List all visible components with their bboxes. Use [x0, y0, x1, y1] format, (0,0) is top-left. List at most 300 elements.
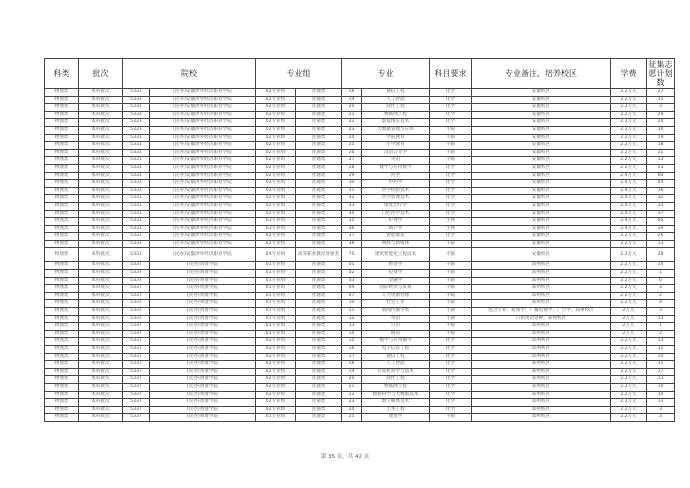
cell-batch: 本科批次: [79, 399, 123, 407]
cell-major-code: 24: [342, 134, 362, 142]
cell-category: 物理类: [45, 323, 79, 331]
cell-group-type: 普通类: [296, 300, 342, 308]
cell-subject-requirement: 不限: [430, 414, 472, 422]
table-row: [45, 383, 675, 391]
cell-notes-campus: 郑州校区: [472, 323, 611, 331]
cell-major-code: 10: [342, 300, 362, 308]
cell-major-code: 32: [342, 195, 362, 203]
cell-notes-campus: 安徽校区: [472, 142, 611, 150]
cell-batch: 本科批次: [79, 195, 123, 203]
cell-major-group: 02专业组: [256, 368, 296, 376]
cell-category: 物理类: [45, 330, 79, 338]
table-row: [45, 172, 675, 180]
cell-tuition: 2.4万元: [611, 210, 647, 218]
cell-category: 物理类: [45, 149, 79, 157]
cell-major-name: 软件工程: [362, 376, 430, 384]
cell-major-name: 计算机科学与技术: [362, 368, 430, 376]
cell-subject-requirement: 不限: [430, 330, 472, 338]
cell-plan-count: 3: [647, 104, 675, 112]
table-row: [45, 104, 675, 112]
cell-major-name: 国际经济与贸易: [362, 285, 430, 293]
cell-batch: 本科批次: [79, 248, 123, 262]
cell-institution-name: (民办)安徽涉外经济职业学院: [150, 172, 256, 180]
cell-tuition: 2.4万元: [611, 180, 647, 188]
cell-category: 物理类: [45, 406, 79, 414]
cell-institution-name: (民办)安徽涉外经济职业学院: [150, 180, 256, 188]
cell-major-group: 03专业组: [256, 218, 296, 226]
cell-notes-campus: 安徽校区: [472, 180, 611, 188]
cell-notes-campus: 包含专业：新闻学、广播电视学、广告学，郑州校区: [472, 308, 611, 316]
cell-major-name: 口腔医学技术: [362, 210, 430, 218]
cell-group-type: 普通类: [296, 292, 342, 300]
cell-institution-name: (民办)黄淮学院: [150, 262, 256, 270]
cell-tuition: 2.2万元: [611, 338, 647, 346]
cell-plan-count: 10: [647, 391, 675, 399]
cell-major-code: 26: [342, 149, 362, 157]
cell-category: 物理类: [45, 111, 79, 119]
cell-major-code: 20: [342, 104, 362, 112]
cell-tuition: 2.4万元: [611, 187, 647, 195]
cell-institution-code: 5337: [123, 406, 150, 414]
cell-major-code: 33: [342, 202, 362, 210]
header-tuition: 学费: [611, 59, 647, 89]
cell-institution-name: (民办)安徽涉外经济职业学院: [150, 119, 256, 127]
cell-institution-code: 5337: [123, 346, 150, 354]
cell-group-type: 普通类: [296, 353, 342, 361]
cell-group-type: 普通类: [296, 187, 342, 195]
cell-group-type: 普通类: [296, 346, 342, 354]
cell-subject-requirement: 化学: [430, 195, 472, 203]
cell-institution-name: (民办)安徽涉外经济职业学院: [150, 157, 256, 165]
cell-institution-code: 5337: [123, 391, 150, 399]
cell-major-group: 02专业组: [256, 383, 296, 391]
cell-institution-name: (民办)黄淮学院: [150, 308, 256, 316]
cell-group-type: 普通类: [296, 368, 342, 376]
cell-institution-code: 5337: [123, 277, 150, 285]
cell-group-type: 普通类: [296, 195, 342, 203]
cell-tuition: 2.2万元: [611, 292, 647, 300]
cell-category: 物理类: [45, 346, 79, 354]
cell-major-code: 23: [342, 399, 362, 407]
cell-batch: 本科批次: [79, 240, 123, 248]
cell-group-type: 普通类: [296, 414, 342, 422]
cell-batch: 本科批次: [79, 104, 123, 112]
cell-group-type: 普通类: [296, 180, 342, 188]
cell-plan-count: 15: [647, 346, 675, 354]
cell-batch: 本科批次: [79, 126, 123, 134]
table-header-row: [45, 59, 675, 89]
cell-batch: 本科批次: [79, 361, 123, 369]
header-batch: 批次: [79, 59, 123, 89]
cell-major-group: 01专业组: [256, 300, 296, 308]
cell-institution-name: (民办)安徽涉外经济职业学院: [150, 134, 256, 142]
cell-major-group: 02专业组: [256, 338, 296, 346]
cell-institution-name: (民办)安徽涉外经济职业学院: [150, 111, 256, 119]
cell-group-type: 普通类: [296, 383, 342, 391]
cell-major-group: 02专业组: [256, 391, 296, 399]
cell-plan-count: 3: [647, 406, 675, 414]
cell-tuition: 2.2万元: [611, 126, 647, 134]
cell-subject-requirement: 不限: [430, 300, 472, 308]
cell-category: 物理类: [45, 308, 79, 316]
cell-category: 物理类: [45, 126, 79, 134]
cell-subject-requirement: 化学: [430, 202, 472, 210]
cell-institution-code: 5337: [123, 323, 150, 331]
cell-tuition: 2.4万元: [611, 225, 647, 233]
cell-tuition: 2.2万元: [611, 240, 647, 248]
cell-institution-name: (民办)安徽涉外经济职业学院: [150, 89, 256, 97]
cell-major-name: 物联网工程: [362, 383, 430, 391]
cell-group-type: 普通类: [296, 391, 342, 399]
cell-plan-count: 26: [647, 233, 675, 241]
table-row: [45, 330, 675, 338]
cell-institution-code: 5337: [123, 399, 150, 407]
cell-tuition: 2.2万元: [611, 262, 647, 270]
cell-institution-name: (民办)安徽涉外经济职业学院: [150, 225, 256, 233]
cell-plan-count: 3: [647, 308, 675, 316]
cell-category: 物理类: [45, 292, 79, 300]
cell-institution-code: 5337: [123, 315, 150, 323]
cell-major-name: 药学: [362, 172, 430, 180]
cell-subject-requirement: 化学: [430, 406, 472, 414]
cell-batch: 本科批次: [79, 277, 123, 285]
table-row: [45, 111, 675, 119]
cell-tuition: 2.2万元: [611, 391, 647, 399]
cell-group-type: 普通类: [296, 308, 342, 316]
cell-plan-count: 44: [647, 180, 675, 188]
table-row: [45, 391, 675, 399]
cell-tuition: 2.2万元: [611, 149, 647, 157]
header-category: 科类: [45, 59, 79, 89]
cell-major-name: 护理学: [362, 218, 430, 226]
table-row: [45, 126, 675, 134]
cell-major-code: 23: [342, 126, 362, 134]
cell-major-code: 70: [342, 248, 362, 262]
cell-tuition: 2.2万元: [611, 376, 647, 384]
table-row: [45, 315, 675, 323]
cell-institution-code: 5337: [123, 308, 150, 316]
cell-institution-code: 5331: [123, 111, 150, 119]
cell-major-code: 18: [342, 89, 362, 97]
cell-institution-code: 5337: [123, 376, 150, 384]
table-row: [45, 240, 675, 248]
cell-tuition: 2.2万元: [611, 104, 647, 112]
cell-tuition: 2.2万元: [611, 248, 647, 262]
cell-notes-campus: 郑州校区: [472, 346, 611, 354]
cell-subject-requirement: 化学: [430, 164, 472, 172]
cell-institution-code: 5331: [123, 202, 150, 210]
cell-major-code: 25: [342, 142, 362, 150]
cell-institution-code: 5331: [123, 172, 150, 180]
cell-batch: 本科批次: [79, 391, 123, 399]
cell-batch: 本科批次: [79, 210, 123, 218]
cell-institution-name: (民办)黄淮学院: [150, 368, 256, 376]
cell-institution-code: 5331: [123, 104, 150, 112]
cell-subject-requirement: 不限: [430, 126, 472, 134]
cell-category: 物理类: [45, 210, 79, 218]
cell-group-type: 普通类: [296, 164, 342, 172]
cell-major-group: 02专业组: [256, 111, 296, 119]
cell-batch: 本科批次: [79, 111, 123, 119]
cell-major-name: 投资学: [362, 270, 430, 278]
cell-major-group: 01专业组: [256, 285, 296, 293]
cell-group-type: 普通类: [296, 376, 342, 384]
cell-major-code: 12: [342, 315, 362, 323]
cell-category: 物理类: [45, 233, 79, 241]
cell-category: 物理类: [45, 262, 79, 270]
cell-batch: 本科批次: [79, 202, 123, 210]
cell-major-group: 02专业组: [256, 346, 296, 354]
header-institution: 院校: [123, 59, 256, 89]
cell-notes-campus: 安徽校区: [472, 172, 611, 180]
cell-major-group: 01专业组: [256, 292, 296, 300]
cell-major-name: 汉语言文学: [362, 149, 430, 157]
cell-category: 物理类: [45, 240, 79, 248]
cell-major-code: 07: [342, 292, 362, 300]
cell-institution-code: 5331: [123, 240, 150, 248]
cell-group-type: 普通类: [296, 330, 342, 338]
cell-major-group: 02专业组: [256, 89, 296, 97]
cell-category: 物理类: [45, 361, 79, 369]
cell-tuition: 2.2万元: [611, 277, 647, 285]
cell-group-type: 普通类: [296, 96, 342, 104]
cell-plan-count: 3: [647, 414, 675, 422]
cell-plan-count: 16: [647, 187, 675, 195]
cell-institution-code: 5337: [123, 300, 150, 308]
table-row: [45, 285, 675, 293]
cell-group-type: 普通类: [296, 149, 342, 157]
cell-institution-name: (民办)黄淮学院: [150, 391, 256, 399]
cell-institution-name: (民办)安徽涉外经济职业学院: [150, 240, 256, 248]
cell-plan-count: 32: [647, 195, 675, 203]
cell-major-group: 02专业组: [256, 353, 296, 361]
cell-subject-requirement: 化学: [430, 96, 472, 104]
table-row: [45, 368, 675, 376]
cell-subject-requirement: 化学: [430, 172, 472, 180]
cell-batch: 本科批次: [79, 383, 123, 391]
cell-major-code: 19: [342, 368, 362, 376]
cell-notes-campus: 安徽校区: [472, 187, 611, 195]
cell-notes-campus: 郑州校区: [472, 383, 611, 391]
cell-institution-name: (民办)黄淮学院: [150, 414, 256, 422]
cell-tuition: 2.2万元: [611, 96, 647, 104]
cell-subject-requirement: 化学: [430, 119, 472, 127]
cell-tuition: 2.4万元: [611, 195, 647, 203]
cell-category: 物理类: [45, 218, 79, 226]
cell-category: 物理类: [45, 180, 79, 188]
cell-batch: 本科批次: [79, 270, 123, 278]
cell-group-type: 普通类: [296, 323, 342, 331]
cell-plan-count: 13: [647, 157, 675, 165]
cell-plan-count: 10: [647, 383, 675, 391]
cell-group-type: 普通类: [296, 157, 342, 165]
cell-category: 物理类: [45, 142, 79, 150]
cell-institution-name: (民办)安徽涉外经济职业学院: [150, 187, 256, 195]
header-subject-requirement: 科目要求: [430, 59, 472, 89]
cell-tuition: 2.2万元: [611, 353, 647, 361]
table-row: [45, 195, 675, 203]
cell-major-name: 通信工程: [362, 353, 430, 361]
cell-subject-requirement: 生物: [430, 225, 472, 233]
cell-subject-requirement: 化学: [430, 187, 472, 195]
cell-institution-name: (民办)黄淮学院: [150, 353, 256, 361]
cell-major-code: 36: [342, 225, 362, 233]
cell-plan-count: 21: [647, 149, 675, 157]
cell-notes-campus: 郑州校区: [472, 330, 611, 338]
cell-institution-name: (民办)安徽涉外经济职业学院: [150, 195, 256, 203]
cell-group-type: 普通类: [296, 119, 342, 127]
cell-major-code: 22: [342, 119, 362, 127]
cell-plan-count: 19: [647, 134, 675, 142]
cell-institution-name: (民办)安徽涉外经济职业学院: [150, 142, 256, 150]
cell-category: 物理类: [45, 338, 79, 346]
cell-plan-count: 23: [647, 164, 675, 172]
cell-plan-count: 13: [647, 338, 675, 346]
cell-category: 物理类: [45, 399, 79, 407]
cell-tuition: 2.2万元: [611, 383, 647, 391]
cell-tuition: 2.2万元: [611, 164, 647, 172]
cell-institution-name: (民办)黄淮学院: [150, 285, 256, 293]
cell-institution-name: (民办)黄淮学院: [150, 376, 256, 384]
cell-institution-name: (民办)安徽涉外经济职业学院: [150, 233, 256, 241]
cell-major-name: 智能制造: [362, 233, 430, 241]
cell-major-group: 01专业组: [256, 330, 296, 338]
cell-subject-requirement: 生物: [430, 218, 472, 226]
cell-subject-requirement: 化学: [430, 89, 472, 97]
cell-major-code: 11: [342, 308, 362, 316]
cell-plan-count: 11: [647, 96, 675, 104]
cell-subject-requirement: 化学: [430, 361, 472, 369]
cell-tuition: 2.2万元: [611, 157, 647, 165]
cell-batch: 本科批次: [79, 134, 123, 142]
cell-major-name: 人工智能: [362, 361, 430, 369]
cell-notes-campus: 安徽校区: [472, 164, 611, 172]
table-row: [45, 262, 675, 270]
cell-group-type: 普通类: [296, 218, 342, 226]
cell-notes-campus: 郑州校区: [472, 361, 611, 369]
cell-subject-requirement: 化学: [430, 111, 472, 119]
cell-notes-campus: 安徽校区: [472, 104, 611, 112]
cell-institution-code: 5331: [123, 218, 150, 226]
cell-major-name: 人工智能: [362, 96, 430, 104]
cell-major-group: 02专业组: [256, 240, 296, 248]
table-row: [45, 210, 675, 218]
cell-plan-count: 13: [647, 315, 675, 323]
cell-notes-campus: 郑州校区: [472, 262, 611, 270]
cell-notes-campus: 安徽校区: [472, 210, 611, 218]
cell-institution-code: 5337: [123, 414, 150, 422]
cell-category: 物理类: [45, 172, 79, 180]
cell-major-name: 医学影像技术: [362, 195, 430, 203]
cell-major-group: 01专业组: [256, 262, 296, 270]
cell-institution-code: 5337: [123, 338, 150, 346]
cell-batch: 本科批次: [79, 292, 123, 300]
cell-notes-campus: 安徽校区: [472, 248, 611, 262]
cell-notes-campus: 安徽校区: [472, 96, 611, 104]
cell-plan-count: 24: [647, 119, 675, 127]
cell-notes-campus: 安徽校区: [472, 218, 611, 226]
cell-notes-campus: 郑州校区: [472, 368, 611, 376]
table-row: [45, 399, 675, 407]
cell-batch: 本科批次: [79, 368, 123, 376]
cell-subject-requirement: 化学: [430, 233, 472, 241]
cell-batch: 本科批次: [79, 157, 123, 165]
cell-major-code: 30: [342, 180, 362, 188]
cell-major-group: 02专业组: [256, 96, 296, 104]
cell-institution-name: (民办)安徽涉外经济职业学院: [150, 210, 256, 218]
cell-tuition: 2万元: [611, 308, 647, 316]
cell-major-name: 大数据管理与应用: [362, 126, 430, 134]
cell-category: 物理类: [45, 119, 79, 127]
table-row: [45, 187, 675, 195]
cell-institution-code: 5331: [123, 187, 150, 195]
cell-batch: 本科批次: [79, 119, 123, 127]
cell-institution-code: 5331: [123, 248, 150, 262]
cell-batch: 本科批次: [79, 406, 123, 414]
cell-batch: 本科批次: [79, 323, 123, 331]
cell-major-group: 03专业组: [256, 225, 296, 233]
cell-tuition: 2.2万元: [611, 233, 647, 241]
cell-category: 物理类: [45, 187, 79, 195]
cell-institution-name: (民办)黄淮学院: [150, 292, 256, 300]
cell-institution-code: 5337: [123, 262, 150, 270]
cell-group-type: 普通类: [296, 270, 342, 278]
cell-major-code: 24: [342, 406, 362, 414]
table-row: [45, 142, 675, 150]
cell-institution-name: (民办)黄淮学院: [150, 315, 256, 323]
cell-category: 物理类: [45, 368, 79, 376]
cell-institution-name: (民办)黄淮学院: [150, 277, 256, 285]
cell-major-code: 03: [342, 277, 362, 285]
cell-institution-code: 5331: [123, 225, 150, 233]
cell-major-code: 21: [342, 111, 362, 119]
cell-category: 物理类: [45, 248, 79, 262]
cell-major-code: 04: [342, 285, 362, 293]
cell-tuition: 2.2万元: [611, 414, 647, 422]
cell-notes-campus: 郑州校区: [472, 270, 611, 278]
cell-plan-count: 2: [647, 330, 675, 338]
cell-batch: 本科批次: [79, 262, 123, 270]
cell-tuition: 2万元: [611, 315, 647, 323]
table-row: [45, 89, 675, 97]
cell-subject-requirement: 不限: [430, 323, 472, 331]
cell-subject-requirement: 化学: [430, 391, 472, 399]
cell-batch: 本科批次: [79, 414, 123, 422]
cell-institution-name: (民办)黄淮学院: [150, 346, 256, 354]
cell-group-type: 普通类: [296, 240, 342, 248]
table-row: [45, 96, 675, 104]
cell-institution-code: 5337: [123, 270, 150, 278]
cell-major-group: 02专业组: [256, 399, 296, 407]
cell-plan-count: 27: [647, 89, 675, 97]
table-row: [45, 346, 675, 354]
cell-tuition: 2.4万元: [611, 218, 647, 226]
cell-category: 物理类: [45, 202, 79, 210]
cell-subject-requirement: 不限: [430, 308, 472, 316]
cell-major-name: 医学检验技术: [362, 187, 430, 195]
cell-group-type: 普通类: [296, 285, 342, 293]
cell-major-code: 29: [342, 172, 362, 180]
cell-major-name: 英语: [362, 315, 430, 323]
cell-notes-campus: 安徽校区: [472, 157, 611, 165]
cell-notes-campus: 郑州校区: [472, 376, 611, 384]
cell-major-code: 01: [342, 262, 362, 270]
table-row: [45, 180, 675, 188]
cell-group-type: 普通类: [296, 262, 342, 270]
table-row: [45, 202, 675, 210]
cell-batch: 本科批次: [79, 315, 123, 323]
cell-notes-campus: 安徽校区: [472, 233, 611, 241]
